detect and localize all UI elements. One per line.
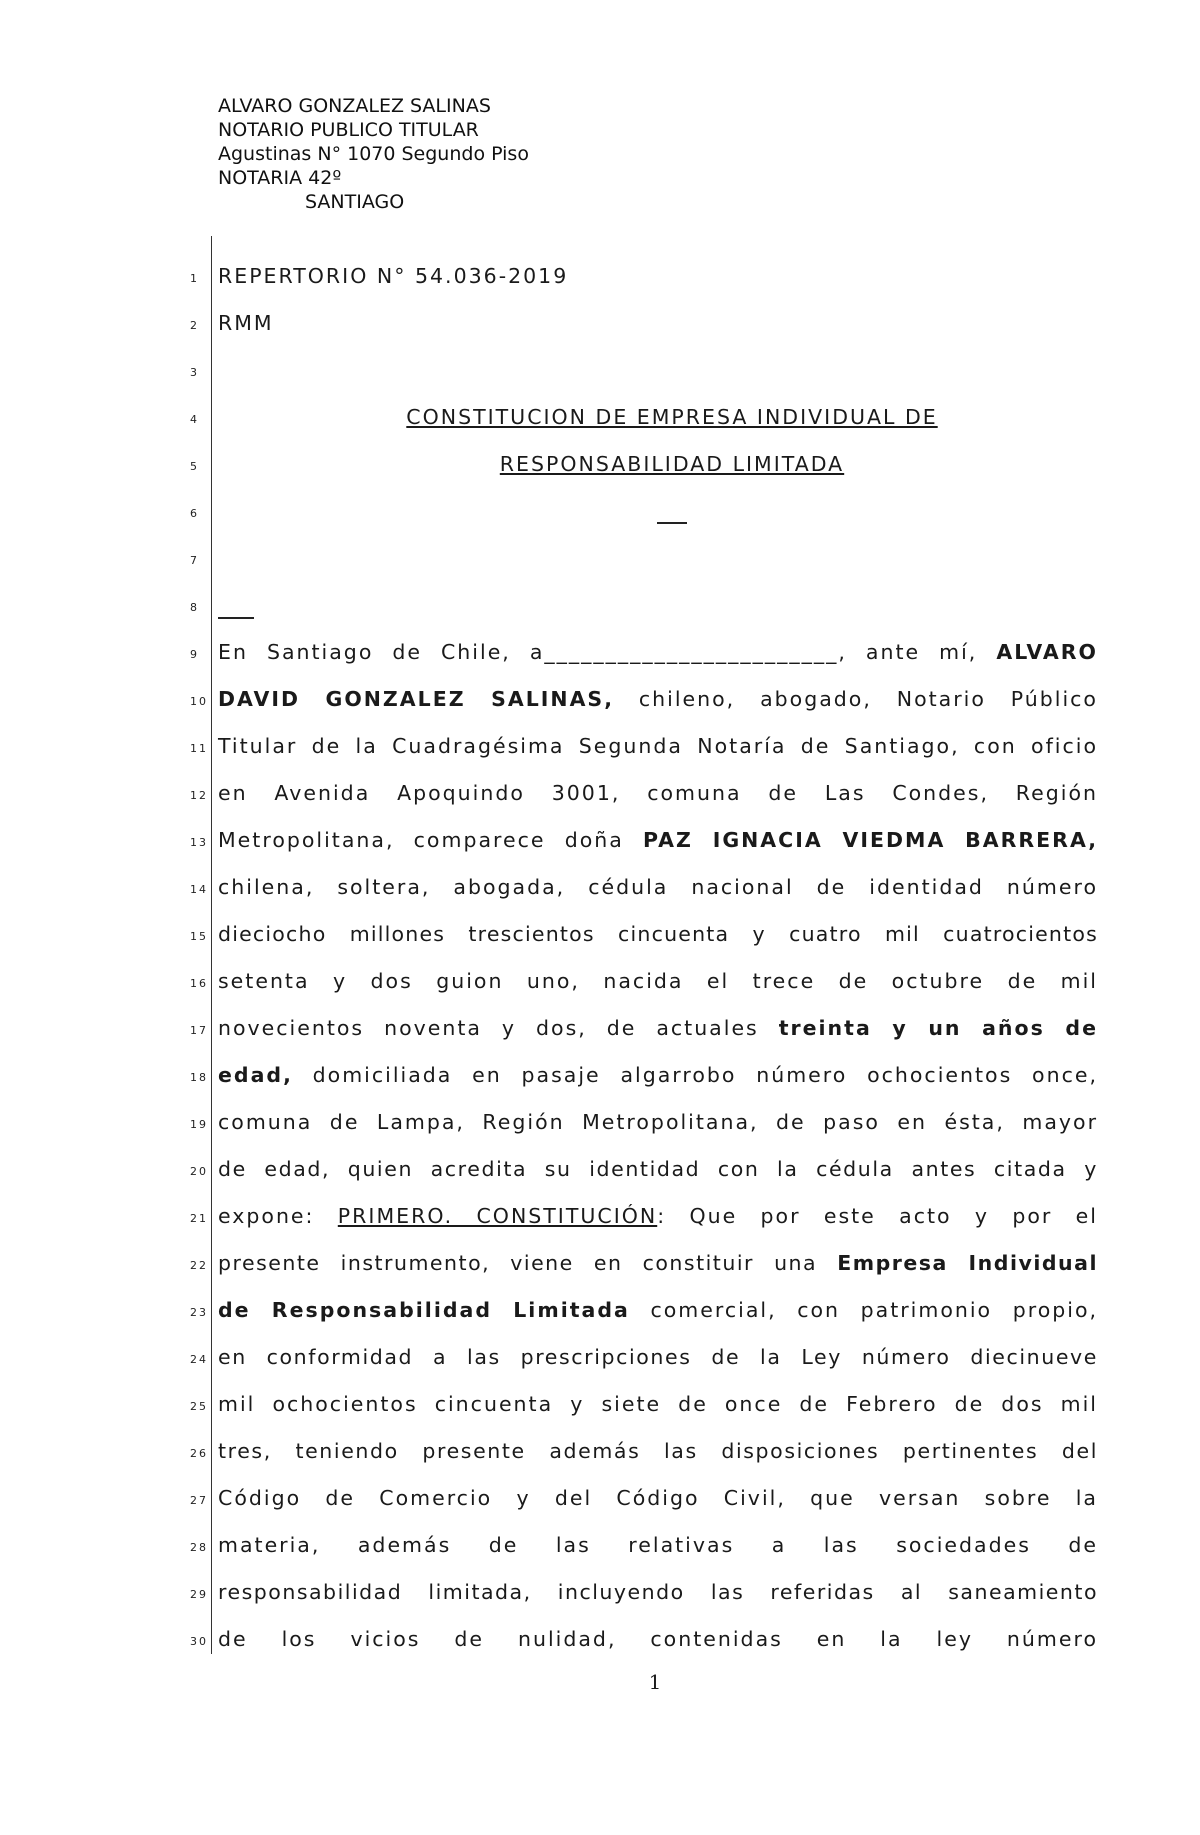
line-number: 10: [190, 695, 208, 708]
text-segment: comercial, con patrimonio propio,: [629, 1298, 1099, 1322]
doc-line: [0, 1061, 1200, 1101]
title-separator: [657, 522, 687, 524]
text-segment: comuna de Lampa, Región Metropolitana, de paso en ésta, mayor: [218, 1110, 1098, 1134]
blank-line-mark: [218, 617, 254, 619]
line-number: 4: [190, 413, 199, 426]
doc-line: [0, 1014, 1200, 1054]
text-segment: de los vicios de nulidad, contenidas en la ley número: [218, 1627, 1098, 1651]
line-number: 1: [190, 272, 199, 285]
text-segment: Titular de la Cuadragésima Segunda Notaría de Santiago, con oficio: [218, 734, 1098, 758]
doc-line: [0, 967, 1200, 1007]
text-segment: edad,: [218, 1063, 293, 1087]
doc-line: [0, 1343, 1200, 1383]
doc-line: [0, 1202, 1200, 1242]
text-segment: setenta y dos guion uno, nacida el trece de octubre de mil: [218, 969, 1098, 993]
line-number: 7: [190, 554, 199, 567]
text-segment: DAVID GONZALEZ SALINAS,: [218, 687, 614, 711]
line-number: 16: [190, 977, 208, 990]
text-segment: Código de Comercio y del Código Civil, que versan sobre la: [218, 1486, 1098, 1510]
notary-title: NOTARIO PUBLICO TITULAR: [218, 119, 479, 141]
text-segment: chileno, abogado, Notario Público: [613, 687, 1098, 711]
text-segment: mil ochocientos cincuenta y siete de once de Febrero de dos mil: [218, 1392, 1098, 1416]
line-number: 13: [190, 836, 208, 849]
line-number: 12: [190, 789, 208, 802]
clause-heading: PRIMERO. CONSTITUCIÓN: [337, 1204, 658, 1228]
doc-line: [0, 779, 1200, 819]
text-segment: en conformidad a las prescripciones de la Ley número diecinueve: [218, 1345, 1098, 1369]
line-number: 17: [190, 1024, 208, 1037]
doc-line: [0, 591, 1200, 631]
line-number: 3: [190, 366, 199, 379]
doc-line: [0, 732, 1200, 772]
text-segment: domiciliada en pasaje algarrobo número ochocientos once,: [292, 1063, 1098, 1087]
doc-line: [0, 1249, 1200, 1289]
line-number: 11: [190, 742, 208, 755]
doc-line: [0, 403, 1200, 443]
notary-office: NOTARIA 42º: [218, 167, 342, 189]
text-segment: novecientos noventa y dos, de actuales: [218, 1016, 759, 1040]
line-number: 30: [190, 1635, 208, 1648]
line-number: 6: [190, 507, 199, 520]
doc-line: [0, 1155, 1200, 1195]
notary-name: ALVARO GONZALEZ SALINAS: [218, 95, 491, 117]
text-segment: materia, además de las relativas a las sociedades de: [218, 1533, 1098, 1557]
text-segment: PAZ IGNACIA VIEDMA BARRERA,: [643, 828, 1098, 852]
line-number: 5: [190, 460, 199, 473]
line-number: 27: [190, 1494, 208, 1507]
text-segment: responsabilidad limitada, incluyendo las referidas al saneamiento: [218, 1580, 1098, 1604]
text-segment: expone:: [218, 1204, 315, 1228]
text-segment: dieciocho millones trescientos cincuenta y cuatro mil cuatrocientos: [218, 922, 1098, 946]
document-title-line2: RESPONSABILIDAD LIMITADA: [499, 452, 845, 476]
line-number: 2: [190, 319, 199, 332]
line-number: 9: [190, 648, 199, 661]
line-number: 18: [190, 1071, 208, 1084]
doc-line: [0, 920, 1200, 960]
doc-line: [0, 1390, 1200, 1430]
doc-line: [0, 309, 1200, 349]
text-segment: ALVARO: [996, 640, 1098, 664]
line-number: 15: [190, 930, 208, 943]
text-segment: Empresa Individual: [837, 1251, 1098, 1275]
doc-line: [0, 873, 1200, 913]
line-number: 23: [190, 1306, 208, 1319]
doc-line: [0, 1484, 1200, 1524]
text-segment: treinta y un años de: [778, 1016, 1098, 1040]
line-number: 21: [190, 1212, 208, 1225]
text-segment: de Responsabilidad Limitada: [218, 1298, 630, 1322]
text-segment: En Santiago de Chile, a________________________, ante mí,: [218, 640, 978, 664]
doc-line: [0, 685, 1200, 725]
doc-line: [0, 1437, 1200, 1477]
text-segment: chilena, soltera, abogada, cédula nacional de identidad número: [218, 875, 1098, 899]
doc-line: [0, 544, 1200, 584]
doc-line: [0, 826, 1200, 866]
document-title-line1: CONSTITUCION DE EMPRESA INDIVIDUAL DE: [406, 405, 938, 429]
line-number: 22: [190, 1259, 208, 1272]
line-number: 26: [190, 1447, 208, 1460]
line-number: 24: [190, 1353, 208, 1366]
text-segment: Metropolitana, comparece doña: [218, 828, 624, 852]
doc-line: [0, 450, 1200, 490]
doc-line: [0, 1578, 1200, 1618]
text-segment: en Avenida Apoquindo 3001, comuna de Las Condes, Región: [218, 781, 1098, 805]
initials: RMM: [218, 311, 274, 335]
notary-header: [218, 94, 529, 214]
notary-address: Agustinas N° 1070 Segundo Piso: [218, 143, 529, 165]
doc-line: [0, 638, 1200, 678]
line-number: 29: [190, 1588, 208, 1601]
line-number: 14: [190, 883, 208, 896]
doc-line: [0, 1296, 1200, 1336]
text-segment: tres, teniendo presente además las disposiciones pertinentes del: [218, 1439, 1098, 1463]
doc-line: [0, 356, 1200, 396]
text-segment: de edad, quien acredita su identidad con la cédula antes citada y: [218, 1157, 1098, 1181]
text-segment: : Que por este acto y por el: [657, 1204, 1098, 1228]
doc-line: [0, 1531, 1200, 1571]
doc-line: [0, 1625, 1200, 1665]
doc-line: [0, 497, 1200, 537]
page-number: 1: [648, 1670, 662, 1694]
doc-line: [0, 262, 1200, 302]
notary-city: SANTIAGO: [305, 191, 405, 213]
text-segment: presente instrumento, viene en constituir una: [218, 1251, 818, 1275]
line-number: 19: [190, 1118, 208, 1131]
repertorio-number: REPERTORIO N° 54.036-2019: [218, 264, 569, 288]
line-number: 28: [190, 1541, 208, 1554]
line-number: 8: [190, 601, 199, 614]
line-number: 25: [190, 1400, 208, 1413]
line-number: 20: [190, 1165, 208, 1178]
doc-line: [0, 1108, 1200, 1148]
